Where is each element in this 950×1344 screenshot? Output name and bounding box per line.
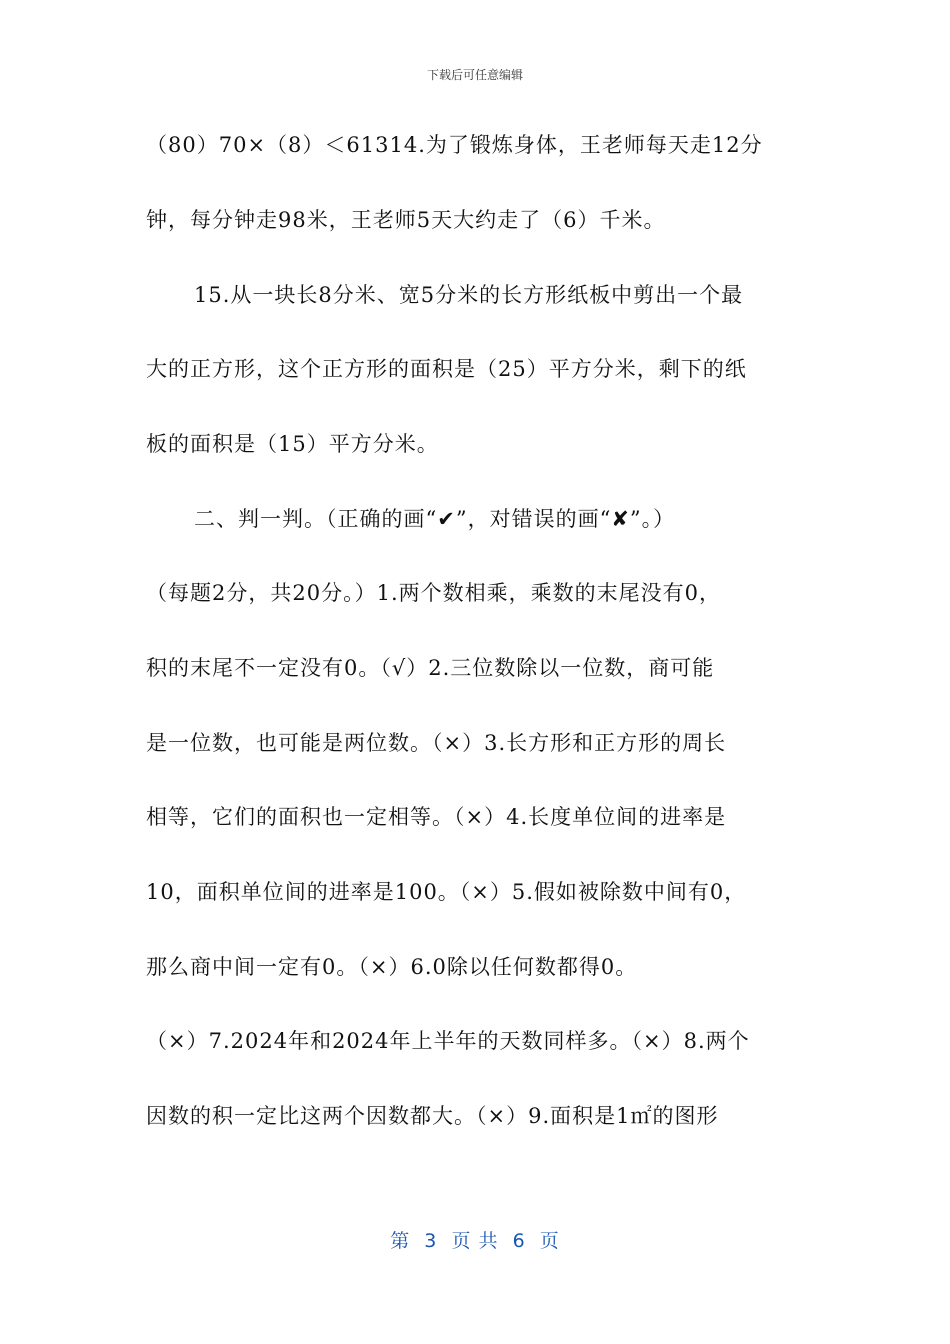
page-footer: 第 3 页 共 6 页 [390,1230,560,1252]
text-line-13: （×）7.2024年和2024年上半年的天数同样多。（×）8.两个 [146,1029,750,1053]
text-line-14: 因数的积一定比这两个因数都大。（×）9.面积是1㎡的图形 [146,1104,719,1128]
text-line-8: 积的末尾不一定没有0。（√）2.三位数除以一位数，商可能 [146,656,715,680]
page-header: 下载后可任意编辑 [426,68,523,82]
text-line-4: 大的正方形，这个正方形的面积是（25）平方分米，剩下的纸 [146,357,747,381]
text-line-1: （80）70×（8）＜61314.为了锻炼身体，王老师每天走12分 [146,133,763,157]
text-line-5: 板的面积是（15）平方分米。 [146,432,439,456]
text-line-3: 15.从一块长8分米、宽5分米的长方形纸板中剪出一个最 [194,283,744,307]
text-line-7: （每题2分，共20分。）1.两个数相乘，乘数的末尾没有0， [146,581,721,605]
text-line-12: 那么商中间一定有0。（×）6.0除以任何数都得0。 [146,955,638,979]
text-line-11: 10，面积单位间的进率是100。（×）5.假如被除数中间有0， [146,880,747,904]
text-line-2: 钟，每分钟走98米，王老师5天大约走了（6）千米。 [146,208,666,232]
text-line-10: 相等，它们的面积也一定相等。（×）4.长度单位间的进率是 [146,805,727,829]
section-heading: 二、判一判。（正确的画“✔”，对错误的画“✘”。） [194,507,676,531]
text-line-9: 是一位数，也可能是两位数。（×）3.长方形和正方形的周长 [146,731,727,755]
